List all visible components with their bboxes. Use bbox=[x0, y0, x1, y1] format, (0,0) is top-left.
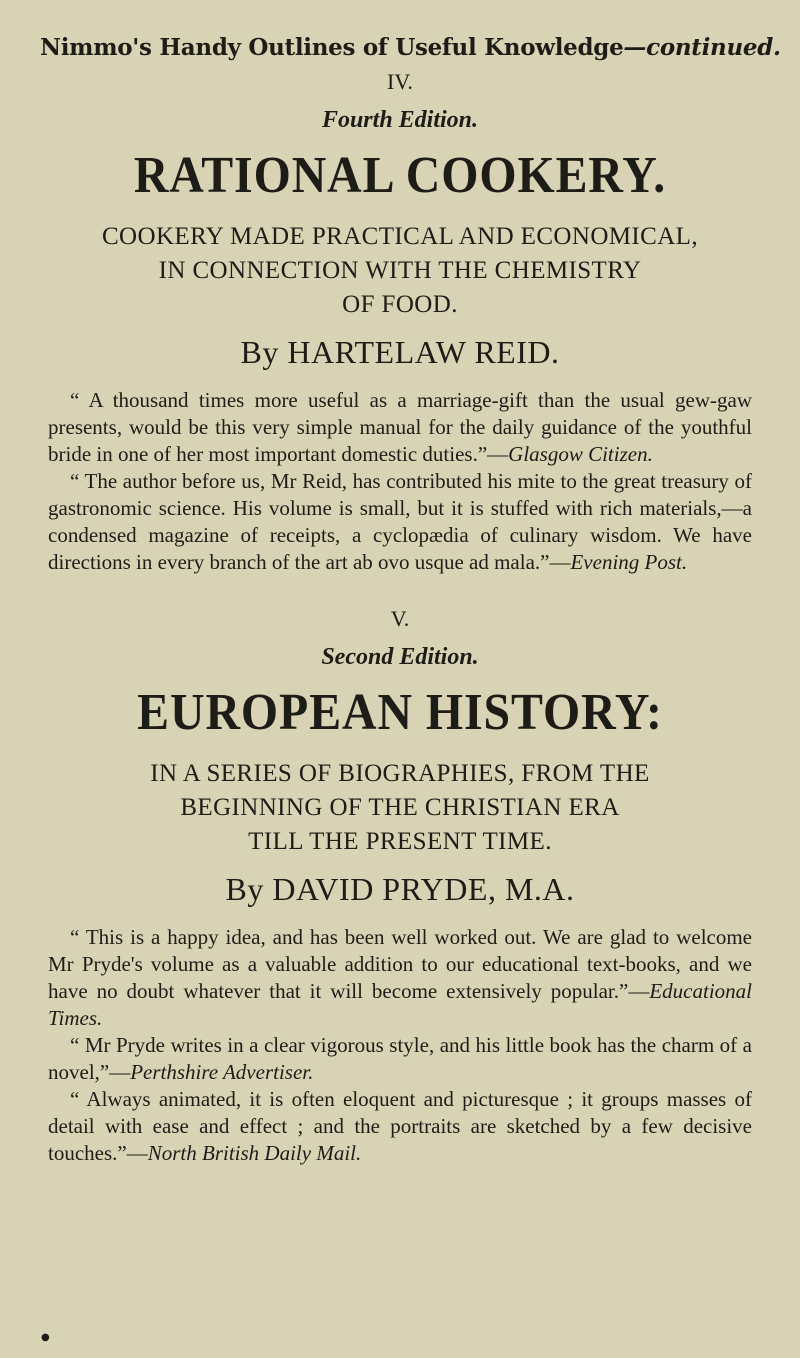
book-entry-rational-cookery bbox=[36, 69, 764, 576]
running-head bbox=[40, 34, 781, 61]
review-text: “ A thousand times more useful as a marriage-gift than the usual gew-gaw presents, would be this very simple manual for the daily guidance of the youthful bride in one of her most important domestic duties.”— bbox=[48, 388, 752, 466]
edition-label: Second Edition. bbox=[321, 644, 479, 670]
book-subtitle bbox=[36, 757, 764, 859]
section-gap bbox=[36, 576, 764, 602]
review-text: “ This is a happy idea, and has been well worked out. We are glad to welcome Mr Pryde's volume as a valuable addition to our educational text-books, and we have no doubt whatever that it will become extensively popular.”— bbox=[48, 925, 752, 1003]
running-head-suffix: —continued. bbox=[623, 34, 781, 61]
review-quote bbox=[48, 468, 752, 576]
review-quote bbox=[48, 924, 752, 1032]
book-author: By HARTELAW REID. bbox=[240, 334, 560, 370]
subtitle-line: COOKERY MADE PRACTICAL AND ECONOMICAL, bbox=[101, 223, 698, 250]
bullet-mark: ● bbox=[41, 1332, 50, 1343]
edition-label: Fourth Edition. bbox=[321, 107, 479, 133]
review-text: “ Mr Pryde writes in a clear vigorous style, and his little book has the charm of a novel,”— bbox=[48, 1033, 752, 1084]
book-title: RATIONAL COOKERY. bbox=[133, 147, 667, 204]
review-source: Educational Times. bbox=[48, 979, 752, 1030]
review-source: Glasgow Citizen. bbox=[508, 442, 653, 466]
review-text: “ The author before us, Mr Reid, has contributed his mite to the great treasury of gastronomic science. His volume is small, but it is stuffed with rich materials,—a condensed magazine of receipts, a cyclopædia of culinary wisdom. We have directions in every branch of the art ab ovo usque ad mala.”— bbox=[48, 469, 752, 574]
review-source: Evening Post. bbox=[570, 550, 688, 574]
review-text: “ Always animated, it is often eloquent and picturesque ; it groups masses of detail with ease and effect ; and the portraits are sketched by a few decisive touches.”— bbox=[48, 1087, 752, 1165]
review-quote bbox=[48, 1086, 752, 1167]
entry-numeral: V. bbox=[390, 606, 410, 631]
subtitle-line: IN A SERIES OF BIOGRAPHIES, FROM THE bbox=[150, 760, 650, 787]
review-source: Perthshire Advertiser. bbox=[130, 1060, 314, 1084]
subtitle-line: TILL THE PRESENT TIME. bbox=[248, 828, 552, 855]
subtitle-line: OF FOOD. bbox=[342, 291, 458, 318]
entry-numeral: IV. bbox=[387, 69, 413, 94]
book-title: EUROPEAN HISTORY: bbox=[137, 684, 663, 741]
subtitle-line: IN CONNECTION WITH THE CHEMISTRY bbox=[158, 257, 642, 284]
review-quote bbox=[48, 1032, 752, 1086]
book-author: By DAVID PRYDE, M.A. bbox=[225, 871, 575, 907]
review-source: North British Daily Mail. bbox=[147, 1141, 362, 1165]
subtitle-line: BEGINNING OF THE CHRISTIAN ERA bbox=[180, 794, 620, 821]
review-quote bbox=[48, 387, 752, 468]
running-head-title: Nimmo's Handy Outlines of Useful Knowledge bbox=[40, 34, 624, 61]
book-entry-european-history bbox=[36, 606, 764, 1167]
book-subtitle bbox=[36, 220, 764, 322]
